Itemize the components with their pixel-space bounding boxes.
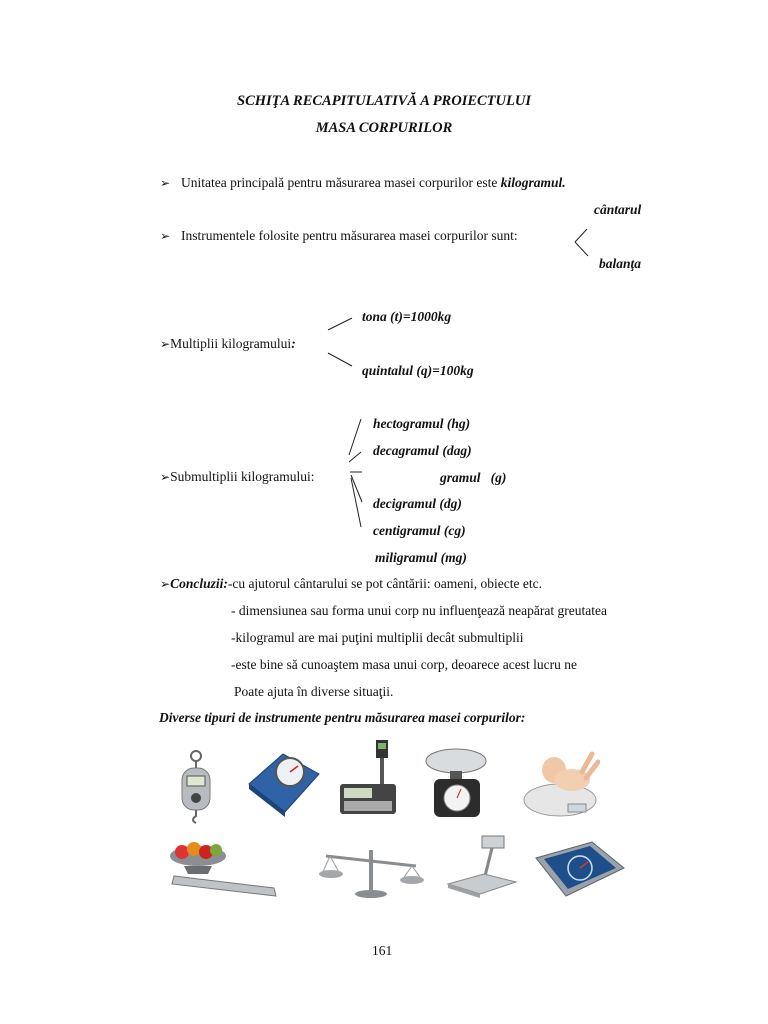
bullet-arrow-icon: ➢ xyxy=(160,577,171,591)
bullet-arrow-icon: ➢ xyxy=(160,470,171,484)
multiples-label-text: Multiplii kilogramului xyxy=(170,336,292,351)
bullet-arrow-icon: ➢ xyxy=(160,176,171,190)
multiple-item: quintalul (q)=100kg xyxy=(362,363,474,378)
main-unit-emphasis: kilogramul. xyxy=(500,175,566,190)
digital-price-scale-icon xyxy=(336,738,400,824)
page-number: 161 xyxy=(372,943,393,958)
conclusion-line: Poate ajuta în diverse situaţii. xyxy=(234,684,394,699)
conclusion-line: - dimensiunea sau forma unui corp nu influenţează neapărat greutatea xyxy=(231,603,607,618)
kitchen-scale-icon xyxy=(420,743,492,821)
fruit-scale-icon xyxy=(164,840,280,900)
instrument-balanta: balanţa xyxy=(599,256,642,271)
submultiple-item: gramul (g) xyxy=(440,470,507,485)
conclusion-line: -cu ajutorul cântarului se pot cântării: oameni, obiecte etc. xyxy=(227,576,542,591)
submultiple-item: decagramul (dag) xyxy=(373,443,472,458)
bullet-arrow-icon: ➢ xyxy=(160,229,171,243)
platform-scale-icon xyxy=(446,834,518,900)
bullet-arrow-icon: ➢ xyxy=(160,337,171,351)
bathroom-scale-icon xyxy=(243,744,323,818)
multiples-colon: : xyxy=(291,336,296,351)
hanging-scale-icon xyxy=(166,748,228,824)
submultiples-label-text: Submultiplii kilogramului: xyxy=(170,469,315,484)
submultiple-item: hectogramul (hg) xyxy=(373,416,471,431)
submultiple-item: centigramul (cg) xyxy=(373,523,466,538)
conclusion-line: -este bine să cunoaştem masa unui corp, deoarece acest lucru ne xyxy=(231,657,577,672)
page-title-line-1: SCHIŢA RECAPITULATIVĂ A PROIECTULUI xyxy=(237,93,531,109)
submultiple-item: miligramul (mg) xyxy=(375,550,467,565)
submultiple-item: decigramul (dg) xyxy=(373,496,462,511)
balance-icon xyxy=(316,844,426,900)
instrument-cantarul: cântarul xyxy=(594,202,642,217)
instruments-statement: Instrumentele folosite pentru măsurarea masei corpurilor sunt: xyxy=(181,228,518,243)
glass-scale-icon xyxy=(532,838,628,902)
baby-scale-icon xyxy=(520,742,600,822)
multiple-item: tona (t)=1000kg xyxy=(362,309,452,324)
page-title-line-2: MASA CORPURILOR xyxy=(315,120,453,136)
main-unit-text: Unitatea principală pentru măsurarea masei corpurilor este xyxy=(181,175,501,190)
instruments-heading: Diverse tipuri de instrumente pentru măsurarea masei corpurilor: xyxy=(159,710,526,725)
conclusion-line: -kilogramul are mai puţini multiplii decât submultiplii xyxy=(231,630,524,645)
conclusions-label: Concluzii: xyxy=(170,576,228,591)
